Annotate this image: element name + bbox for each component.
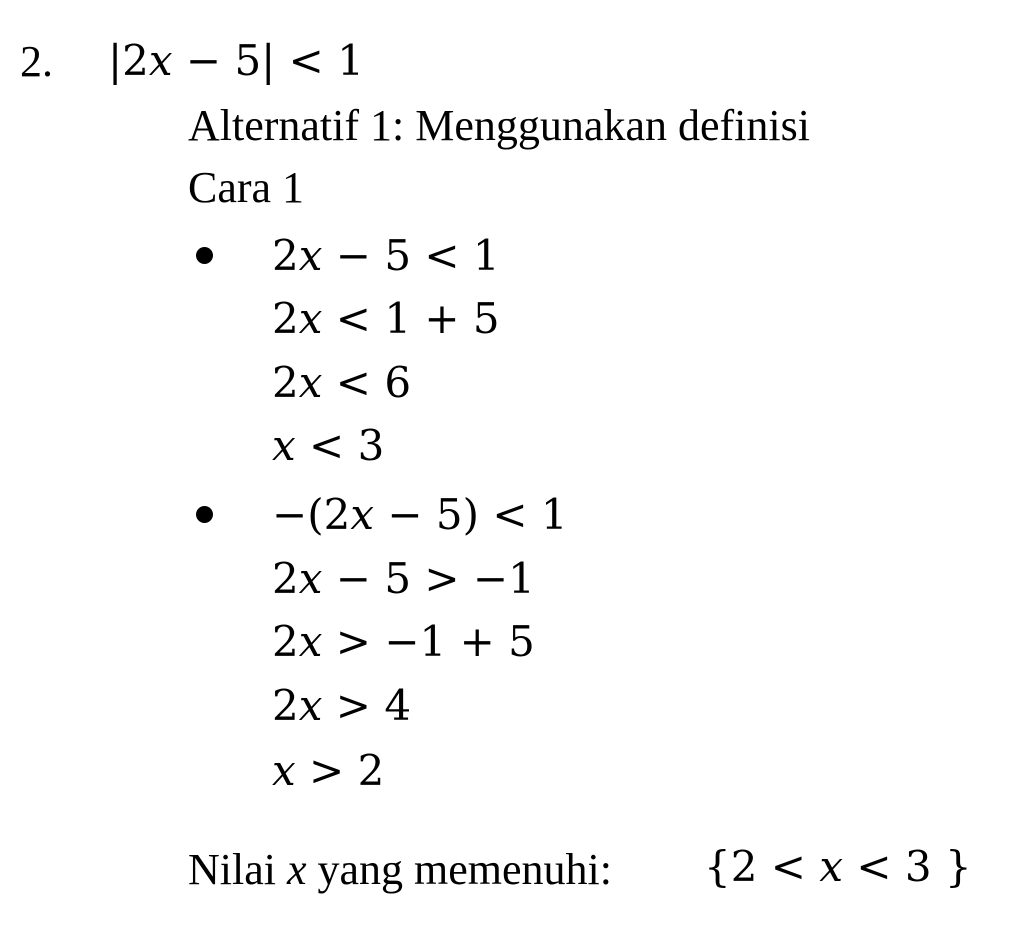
answer-label-before: Nilai [188, 845, 287, 894]
case-1-step-3: 2x < 6 [272, 358, 412, 407]
case-1-step-4: x < 3 [272, 421, 385, 470]
case-2-step-1: −(2x − 5) < 1 [272, 490, 568, 539]
case-1-step-2: 2x < 1 + 5 [272, 294, 500, 343]
case-2-step-4: 2x > 4 [272, 681, 412, 730]
problem-expression: |2x − 5| < 1 [108, 36, 364, 85]
bullet-case-1 [196, 247, 213, 264]
case-1-step-1: 2x − 5 < 1 [272, 231, 500, 280]
answer-label [188, 845, 613, 894]
bullet-case-2 [196, 506, 213, 523]
answer-set: {2 < x < 3 } [704, 842, 972, 891]
case-2-step-5: x > 2 [272, 746, 385, 795]
alternative-title: Alternatif 1: Menggunakan definisi [188, 101, 810, 150]
method-title: Cara 1 [188, 163, 305, 212]
case-2-step-2: 2x − 5 > −1 [272, 554, 535, 603]
case-2-step-3: 2x > −1 + 5 [272, 617, 535, 666]
answer-variable: x [286, 845, 307, 894]
answer-label-after: yang memenuhi: [306, 845, 613, 894]
problem-number: 2. [20, 37, 53, 86]
